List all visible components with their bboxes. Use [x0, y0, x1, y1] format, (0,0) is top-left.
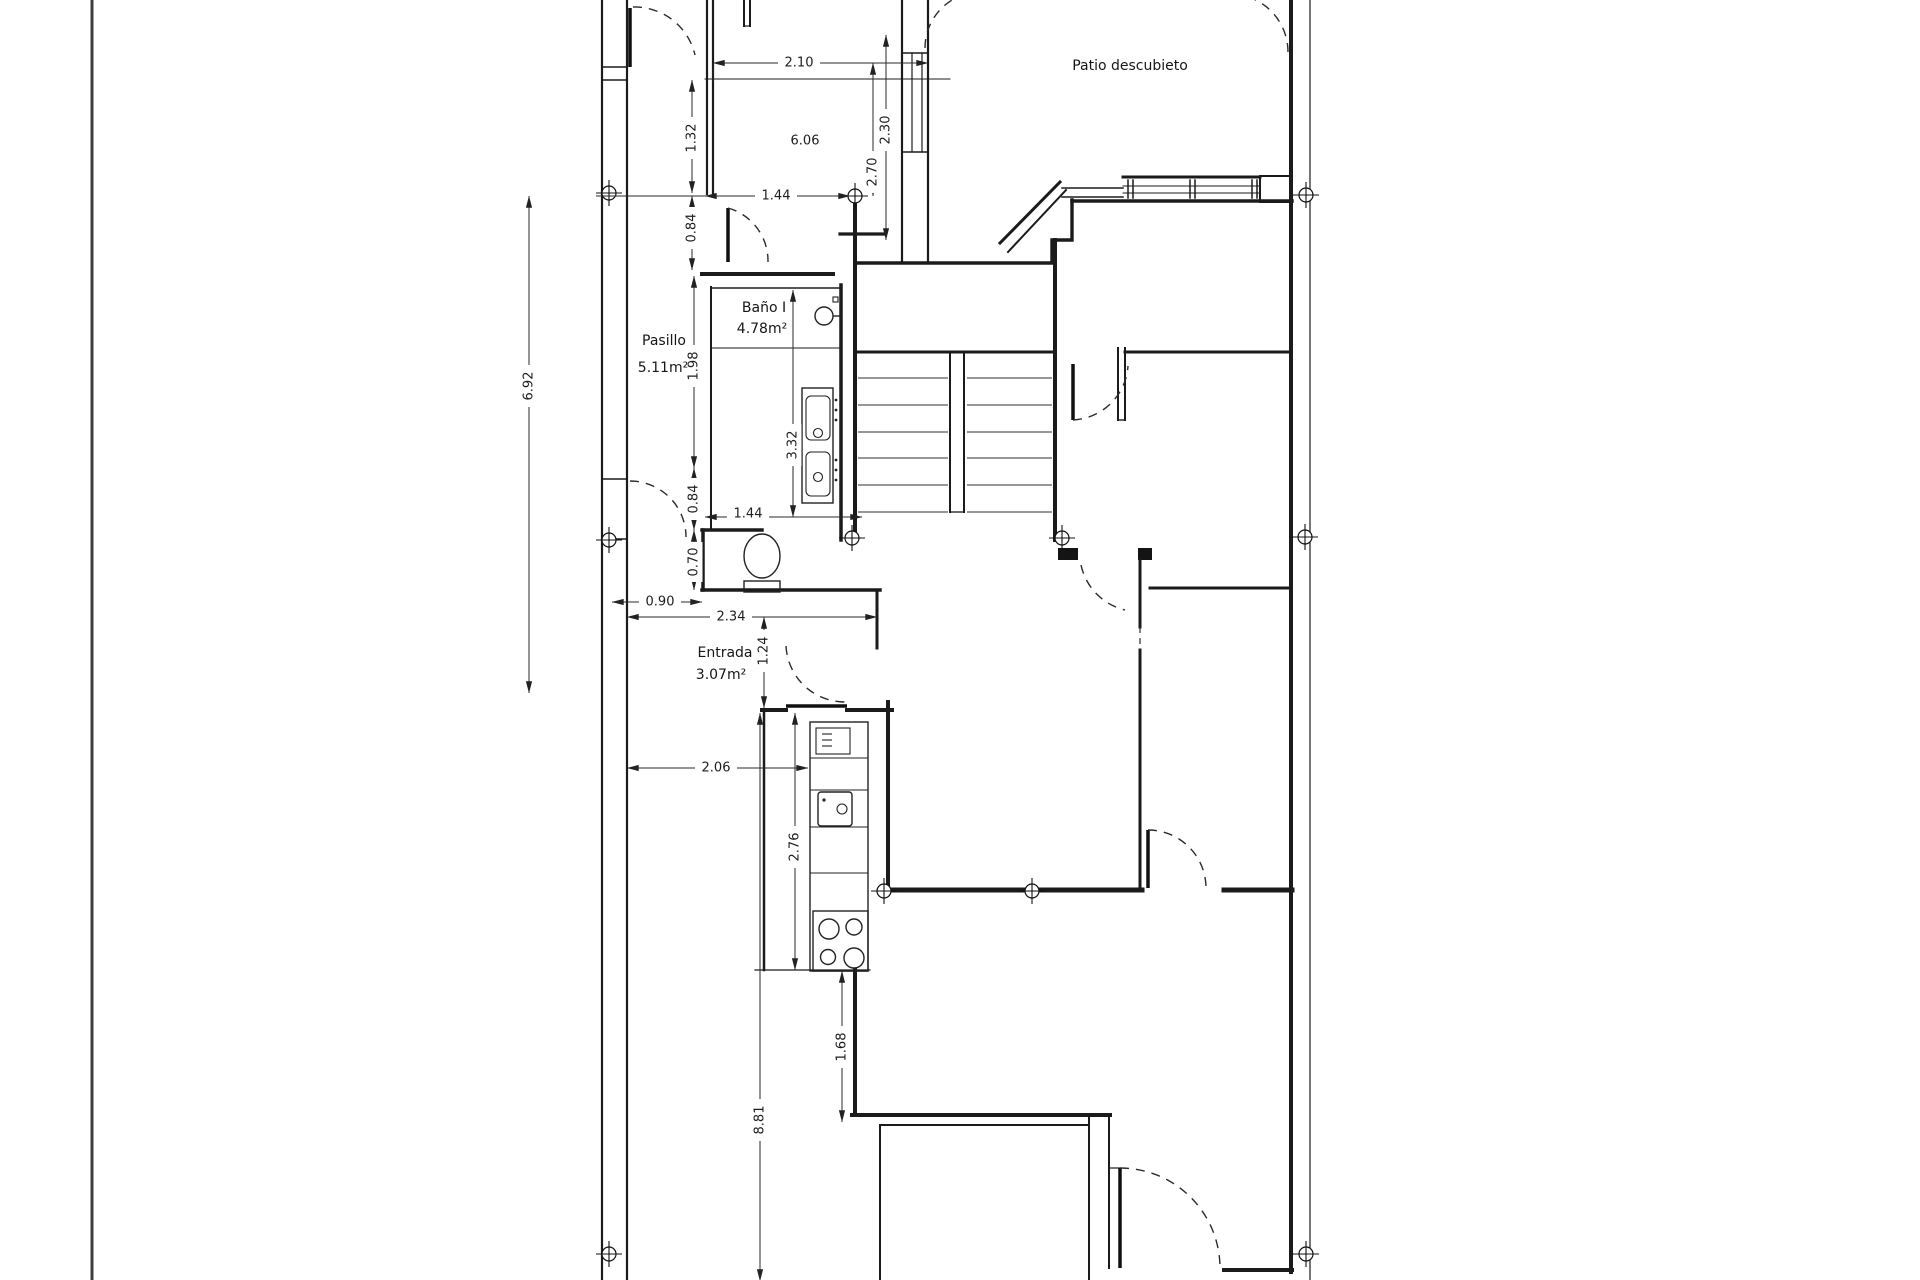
axis-markers	[596, 180, 1319, 1267]
staircase	[858, 352, 1052, 512]
pasillo-label: Pasillo	[642, 333, 686, 349]
svg-text:2.70: 2.70	[865, 157, 881, 187]
axis-marker	[596, 180, 622, 206]
dim-upper-opening	[755, 188, 797, 205]
windows	[912, 53, 1292, 202]
dim-stove-gap	[834, 1026, 851, 1068]
svg-text:1.44: 1.44	[761, 188, 791, 204]
dim-vanity-run	[785, 424, 802, 466]
dim-lower-run	[752, 1099, 769, 1141]
dim-upper-left-segment	[684, 117, 701, 159]
svg-text:2.76: 2.76	[787, 832, 803, 862]
entrada-label: Entrada	[697, 645, 753, 661]
axis-marker	[596, 1241, 622, 1267]
bano-area: 4.78m²	[736, 321, 788, 337]
dim-kitchen-width	[695, 760, 737, 777]
sink-icon	[818, 792, 852, 826]
dim-wc-opening	[727, 506, 769, 523]
dim-bath-lower-door	[686, 478, 703, 520]
dim-entry-depth	[756, 630, 773, 672]
dim-hall-length	[521, 365, 538, 407]
axis-marker	[1292, 524, 1318, 550]
dim-upper-door	[684, 207, 701, 249]
svg-text:1.24: 1.24	[756, 636, 772, 666]
svg-text:0.90: 0.90	[645, 594, 675, 610]
svg-text:1.98: 1.98	[686, 351, 702, 381]
entrada-area: 3.07m²	[695, 667, 747, 683]
svg-text:2.10: 2.10	[784, 55, 814, 71]
walls	[602, 0, 1310, 1280]
svg-text:0.84: 0.84	[686, 484, 702, 514]
dim-entry-span	[710, 609, 752, 626]
axis-marker	[1293, 182, 1319, 208]
axis-marker	[1049, 525, 1075, 551]
patio-label: Patio descubieto	[1072, 58, 1188, 74]
dimension-texts	[521, 55, 895, 1142]
svg-text:6.06: 6.06	[790, 133, 820, 149]
svg-text:0.84: 0.84	[684, 213, 700, 243]
svg-text:1.44: 1.44	[733, 506, 763, 522]
dim-wc-depth	[686, 542, 703, 582]
axis-marker	[839, 525, 865, 551]
dim-top-room-length	[784, 133, 826, 150]
svg-text:8.81: 8.81	[752, 1105, 768, 1135]
svg-text:1.68: 1.68	[834, 1032, 850, 1062]
svg-text:2.06: 2.06	[701, 760, 731, 776]
washbasin-icon	[815, 297, 841, 325]
svg-text:1.32: 1.32	[684, 123, 700, 153]
svg-text:6.92: 6.92	[521, 371, 537, 401]
bano-label: Baño I	[741, 300, 787, 316]
toilet-icon	[744, 534, 780, 592]
svg-text:2.34: 2.34	[716, 609, 746, 625]
dim-top-room-height	[865, 151, 882, 193]
axis-marker	[871, 878, 897, 904]
svg-text:0.70: 0.70	[686, 547, 702, 577]
axis-marker	[596, 527, 622, 553]
axis-marker	[1293, 1241, 1319, 1267]
dim-top-room-width	[778, 55, 820, 72]
pasillo-area: 5.11m²	[637, 360, 689, 376]
dim-patio-edge	[878, 109, 895, 151]
axis-marker	[1019, 878, 1045, 904]
svg-text:2.30: 2.30	[878, 115, 894, 145]
dim-kitchen-run	[787, 826, 804, 868]
stove-icon	[813, 911, 868, 971]
svg-text:3.32: 3.32	[785, 430, 801, 460]
double-sink-vanity-icon	[802, 388, 837, 503]
dim-hall-width	[639, 594, 681, 611]
